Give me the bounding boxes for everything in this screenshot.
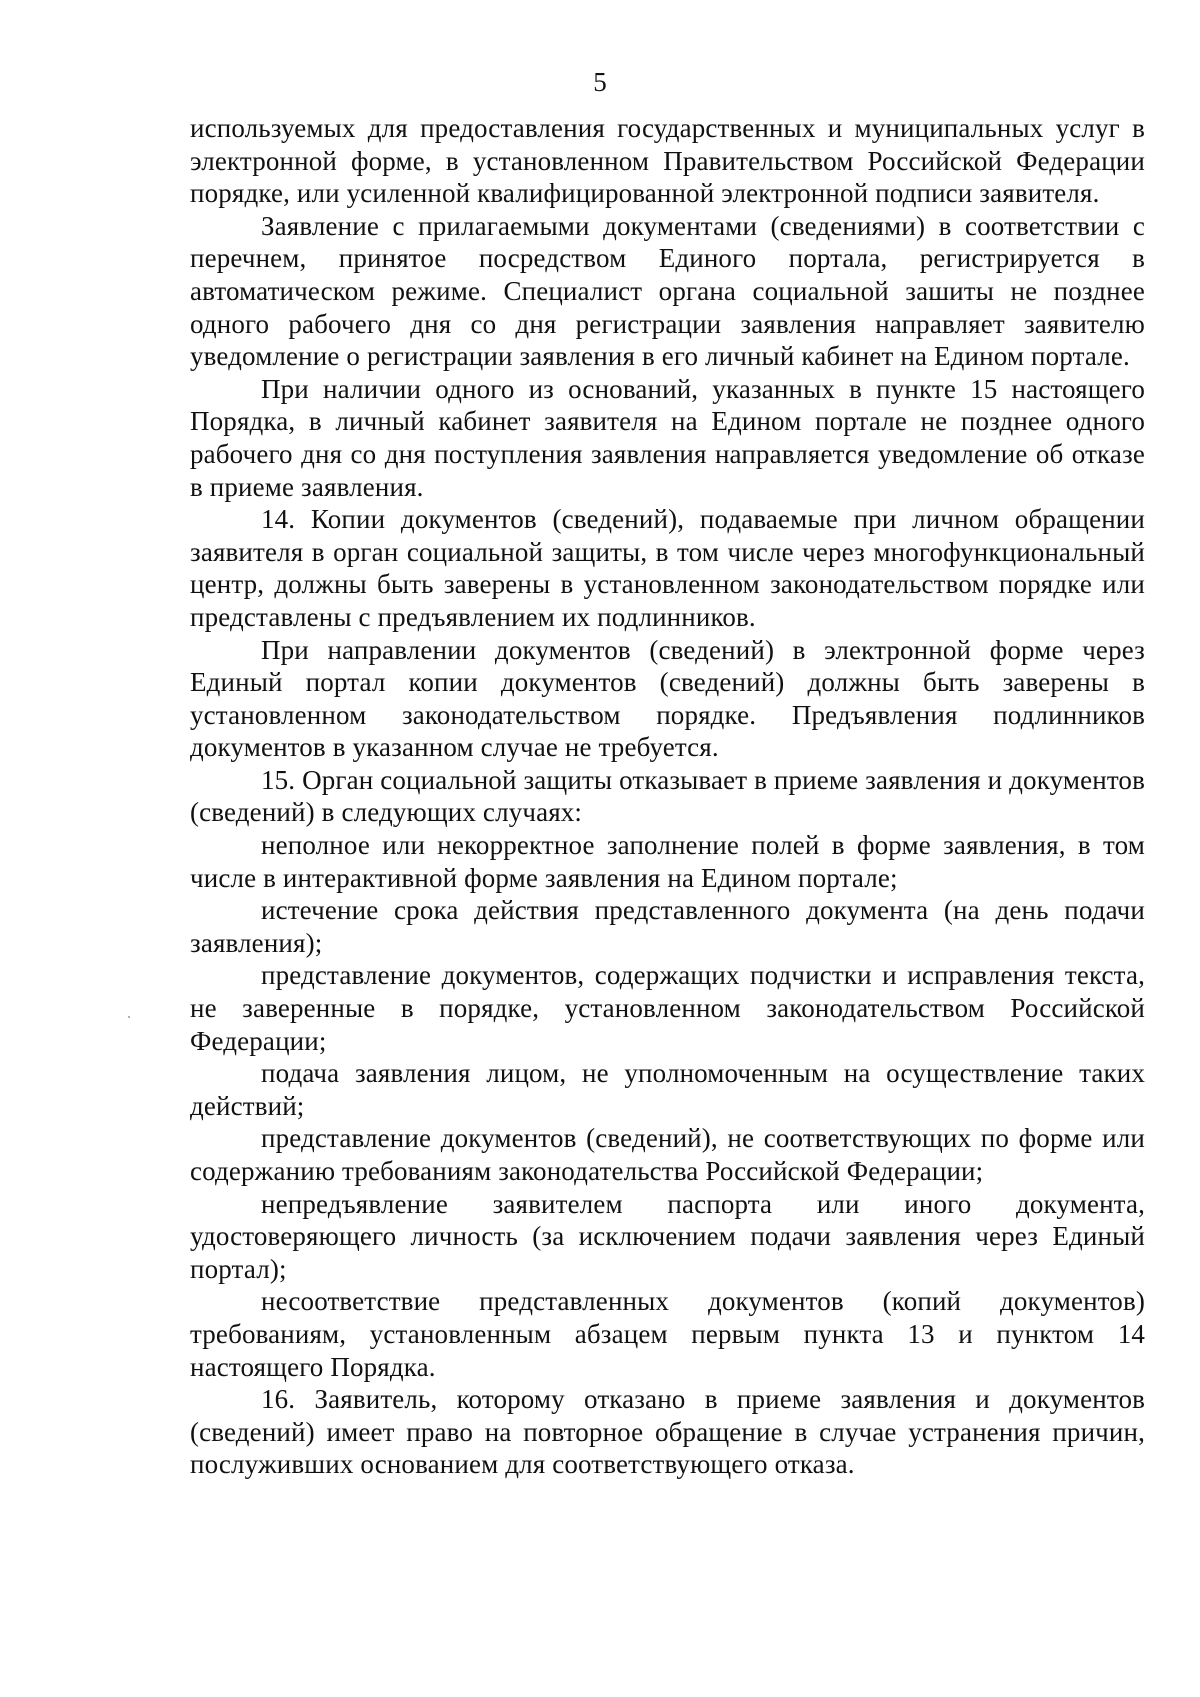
page-number: 5 xyxy=(593,67,607,97)
paragraph-electronic-copies: При направлении документов (сведений) в электронной форме через Единый портал копии документов (сведений) должны быть заверены в установленном законодательством порядке. Предъявления подлинников документов в указанном случае не требуется. xyxy=(190,634,1145,763)
scan-speck xyxy=(128,1016,130,1018)
paragraph-continuation: используемых для предоставления государственных и муниципальных услуг в электронной форме, в установленном Правительством Российской Федерации порядке, или усиленной квалифицированной электронной подписи заявителя. xyxy=(190,113,1145,209)
document-body xyxy=(190,112,1145,1481)
list-item-unauthorized-person: подача заявления лицом, не уполномоченным на осуществление таких действий; xyxy=(190,1058,1145,1121)
paragraph-item-15: 15. Орган социальной защиты отказывает в приеме заявления и документов (сведений) в следующих случаях: xyxy=(190,764,1145,828)
list-item-corrections: представление документов, содержащих подчистки и исправления текста, не заверенные в порядке, установленном законодательством Российской Федерации; xyxy=(190,960,1145,1056)
paragraph-item-16: 16. Заявитель, которому отказано в приеме заявления и документов (сведений) имеет право на повторное обращение в случае устранения причин, послуживших основанием для соответствующего отказа. xyxy=(190,1384,1145,1480)
paragraph-refusal-notice: При наличии одного из оснований, указанных в пункте 15 настоящего Порядка, в личный кабинет заявителя на Едином портале не позднее одного рабочего дня со дня поступления заявления направляется уведомление об отказе в приеме заявления. xyxy=(190,373,1145,502)
list-item-nonconforming-documents: представление документов (сведений), не соответствующих по форме или содержанию требованиям законодательства Российской Федерации; xyxy=(190,1123,1145,1186)
list-item-no-passport: непредъявление заявителем паспорта или иного документа, удостоверяющего личность (за исключением подачи заявления через Единый портал); xyxy=(190,1188,1145,1284)
paragraph-registration: Заявление с прилагаемыми документами (сведениями) в соответствии с перечнем, принятое посредством Единого портала, регистрируется в автоматическом режиме. Специалист органа социальной зашиты не позднее одного рабочего дня со дня регистрации заявления направляет заявителю уведомление о регистрации заявления в его личный кабинет на Едином портале. xyxy=(190,210,1145,372)
list-item-expired-document: истечение срока действия представленного документа (на день подачи заявления); xyxy=(190,895,1145,958)
list-item-incomplete-fields: неполное или некорректное заполнение полей в форме заявления, в том числе в интерактивной форме заявления на Едином портале; xyxy=(190,830,1145,893)
paragraph-item-14: 14. Копии документов (сведений), подаваемые при личном обращении заявителя в орган социальной защиты, в том числе через многофункциональный центр, должны быть заверены в установленном законодательством порядке или представлены с предъявлением их подлинников. xyxy=(190,504,1145,632)
list-item-requirements-mismatch: несоответствие представленных документов (копий документов) требованиям, установленным абзацем первым пункта 13 и пунктом 14 настоящего Порядка. xyxy=(190,1286,1145,1382)
